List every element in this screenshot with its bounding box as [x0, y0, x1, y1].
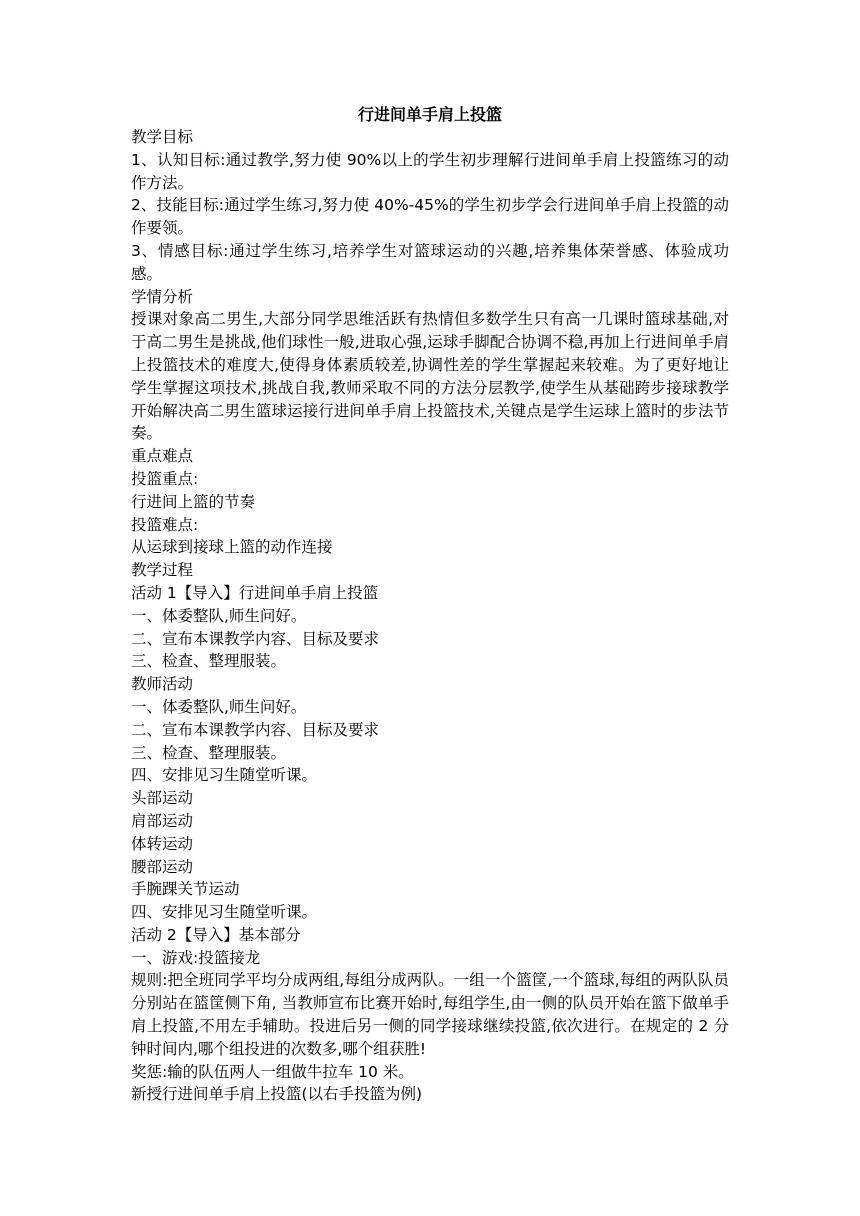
teacher-step-4: 四、安排见习生随堂听课。 [131, 766, 318, 785]
activity-1-step-3: 三、检查、整理服装。 [131, 652, 287, 671]
game-heading: 一、游戏:投篮接龙 [131, 948, 261, 967]
difficulty-label: 投篮难点: [131, 515, 199, 534]
student-analysis-paragraph: 授课对象高二男生,大部分同学思维活跃有热情但多数学生只有高一几课时篮球基础,对于高二男生是挑战,他们球性一般,进取心强,运球手脚配合协调不稳,再加上行进间单手肩上投篮技术的难度大,使得身体素质较差,协调性差的学生掌握起来较难。为了更好地让学生掌握这项技术,挑战自我,教师采取不同的方法分层教学,使学生从基础跨步接球教学开始解决高二男生篮球运接行进间单手肩上投篮技术,关键点是学生运球上篮时的步法节奏。 [131, 310, 729, 443]
section-heading-process: 教学过程 [131, 561, 194, 580]
activity-2-heading: 活动 2【导入】基本部分 [131, 925, 301, 944]
warmup-waist: 腰部运动 [131, 857, 194, 876]
game-reward-penalty: 奖惩:输的队伍两人一组做牛拉车 10 米。 [131, 1062, 414, 1081]
warmup-head: 头部运动 [131, 789, 194, 808]
new-lesson-heading: 新授行进间单手肩上投篮(以右手投篮为例) [131, 1085, 423, 1104]
teacher-step-2: 二、宣布本课教学内容、目标及要求 [131, 720, 380, 739]
teacher-step-1: 一、体委整队,师生问好。 [131, 697, 307, 716]
teacher-step-3: 三、检查、整理服装。 [131, 743, 287, 762]
objective-skill: 2、技能目标:通过学生练习,努力使 40%-45%的学生初步学会行进间单手肩上投篮的动作要领。 [131, 196, 729, 238]
game-rules-paragraph: 规则:把全班同学平均分成两组,每组分成两队。一组一个篮筐,一个篮球,每组的两队队员分别站在篮筐侧下角, 当教师宣布比赛开始时,每组学生,由一侧的队员开始在篮下做单手肩上投篮,不用左手辅助。投进后另一侧的同学接球继续投篮,依次进行。在规定的 2 分钟时间内,哪个组投进的次数多,哪个组获胜! [131, 971, 729, 1058]
section-heading-key-points: 重点难点 [131, 447, 194, 466]
difficulty-text: 从运球到接球上篮的动作连接 [131, 538, 333, 557]
objective-emotional: 3、情感目标:通过学生练习,培养学生对篮球运动的兴趣,培养集体荣誉感、体验成功感。 [131, 241, 729, 283]
document-page [131, 104, 729, 1106]
activity-1-step-1: 一、体委整队,师生问好。 [131, 606, 307, 625]
key-point-label: 投篮重点: [131, 469, 199, 488]
warmup-wrist-ankle: 手腕踝关节运动 [131, 880, 240, 899]
warmup-shoulder: 肩部运动 [131, 811, 194, 830]
document-title: 行进间单手肩上投篮 [357, 105, 502, 124]
key-point-text: 行进间上篮的节奏 [131, 492, 256, 511]
teacher-activity-heading: 教师活动 [131, 675, 194, 694]
objective-cognitive: 1、认知目标:通过教学,努力使 90%以上的学生初步理解行进间单手肩上投篮练习的动作方法。 [131, 150, 729, 192]
activity-1-step-2: 二、宣布本课教学内容、目标及要求 [131, 629, 380, 648]
section-heading-objectives: 教学目标 [131, 128, 194, 146]
section-heading-student-analysis: 学情分析 [131, 287, 194, 306]
activity-1-heading: 活动 1【导入】行进间单手肩上投篮 [131, 583, 379, 602]
teacher-step-4-repeat: 四、安排见习生随堂听课。 [131, 903, 318, 922]
warmup-body-turn: 体转运动 [131, 834, 194, 853]
